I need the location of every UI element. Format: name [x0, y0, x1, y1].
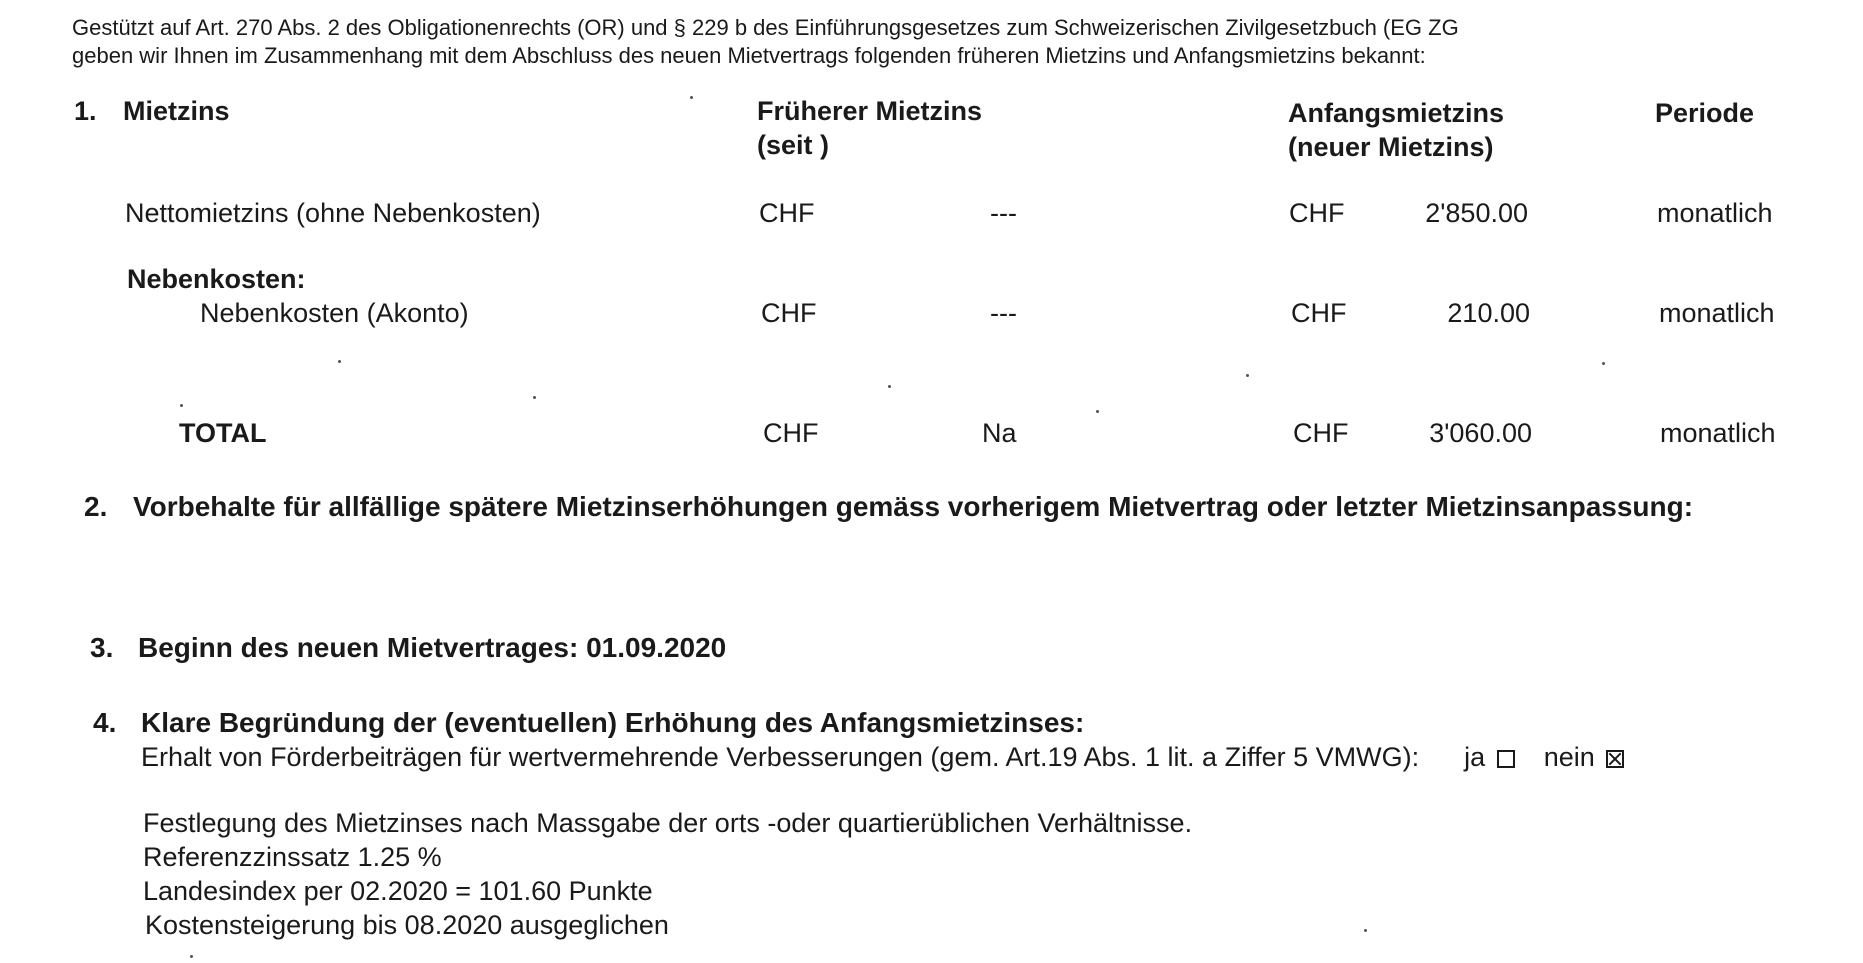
subsidy-no-label: nein: [1543, 742, 1595, 772]
row-ancillary-new-currency: CHF: [1291, 298, 1347, 328]
scan-speck: [1096, 410, 1099, 413]
justification-line-1: Festlegung des Mietzinses nach Massgabe der orts -oder quartierüblichen Verhältnisse.: [143, 808, 1193, 838]
row-total-new-currency: CHF: [1293, 418, 1349, 448]
subsidy-yes-label: ja: [1464, 742, 1486, 772]
section-1-title: Mietzins: [123, 96, 230, 126]
section-3-title: Beginn des neuen Mietvertrages: 01.09.2020: [138, 632, 727, 663]
row-total-previous-currency: CHF: [763, 418, 819, 448]
section-4-subsidy-line: [141, 740, 1624, 774]
scan-speck: [1246, 374, 1249, 377]
column-header-period: Periode: [1655, 98, 1755, 128]
section-3-number: 3.: [90, 632, 114, 663]
row-net-rent-new-currency: CHF: [1289, 198, 1345, 228]
row-ancillary-label: Nebenkosten (Akonto): [200, 298, 469, 328]
scan-speck: [1364, 929, 1367, 932]
row-ancillary-previous-currency: CHF: [761, 298, 817, 328]
row-net-rent-previous-currency: CHF: [759, 198, 815, 228]
row-ancillary-new-value: 210.00: [1447, 298, 1530, 328]
subsidy-question: Erhalt von Förderbeiträgen für wertvermehrende Verbesserungen (gem. Art.19 Abs. 1 lit. a Ziffer 5 VMWG):: [141, 742, 1420, 772]
row-total-label: TOTAL: [179, 418, 267, 448]
scan-speck: [533, 396, 536, 399]
intro-line-1: Gestützt auf Art. 270 Abs. 2 des Obligationenrechts (OR) und § 229 b des Einführungsgesetzes zum Schweizerischen Zivilgesetzbuch (EG ZG: [72, 15, 1459, 40]
section-2-number: 2.: [84, 491, 108, 522]
scan-speck: [338, 360, 341, 363]
row-total-period: monatlich: [1660, 418, 1776, 448]
column-header-previous-since: (seit ): [757, 130, 830, 160]
row-ancillary-group-label: Nebenkosten:: [127, 264, 306, 294]
section-1-number: 1.: [74, 96, 97, 126]
row-net-rent-previous-value: ---: [990, 198, 1017, 228]
row-net-rent-period: monatlich: [1657, 198, 1773, 228]
scan-speck: [1602, 362, 1605, 365]
row-net-rent-new-value: 2'850.00: [1425, 198, 1528, 228]
column-header-new-rent: (neuer Mietzins): [1288, 132, 1494, 162]
row-net-rent-label: Nettomietzins (ohne Nebenkosten): [125, 198, 541, 228]
row-total-new-value: 3'060.00: [1429, 418, 1532, 448]
section-2-title: Vorbehalte für allfällige spätere Mietzinserhöhungen gemäss vorherigem Mietvertrag oder letzter Mietzinsanpassung:: [133, 491, 1694, 522]
justification-line-4: Kostensteigerung bis 08.2020 ausgeglichen: [145, 910, 669, 940]
section-4-title: Klare Begründung der (eventuellen) Erhöhung des Anfangsmietzinses:: [141, 707, 1085, 738]
column-header-previous-rent: Früherer Mietzins: [757, 96, 983, 126]
subsidy-no-checkbox[interactable]: [1606, 750, 1624, 768]
intro-line-2: geben wir Ihnen im Zusammenhang mit dem Abschluss des neuen Mietvertrags folgenden früheren Mietzins und Anfangsmietzins bekannt:: [72, 43, 1426, 68]
justification-line-3: Landesindex per 02.2020 = 101.60 Punkte: [143, 876, 653, 906]
section-4-number: 4.: [93, 707, 117, 738]
row-ancillary-period: monatlich: [1659, 298, 1775, 328]
justification-line-2: Referenzzinssatz 1.25 %: [143, 842, 442, 872]
row-total-previous-value: Na: [982, 418, 1017, 448]
scan-speck: [690, 96, 693, 99]
column-header-initial-rent: Anfangsmietzins: [1288, 98, 1505, 128]
scan-speck: [190, 955, 193, 958]
subsidy-yes-checkbox[interactable]: [1497, 750, 1515, 768]
scan-speck: [888, 385, 891, 388]
scan-speck: [180, 404, 183, 407]
row-ancillary-previous-value: ---: [990, 298, 1017, 328]
